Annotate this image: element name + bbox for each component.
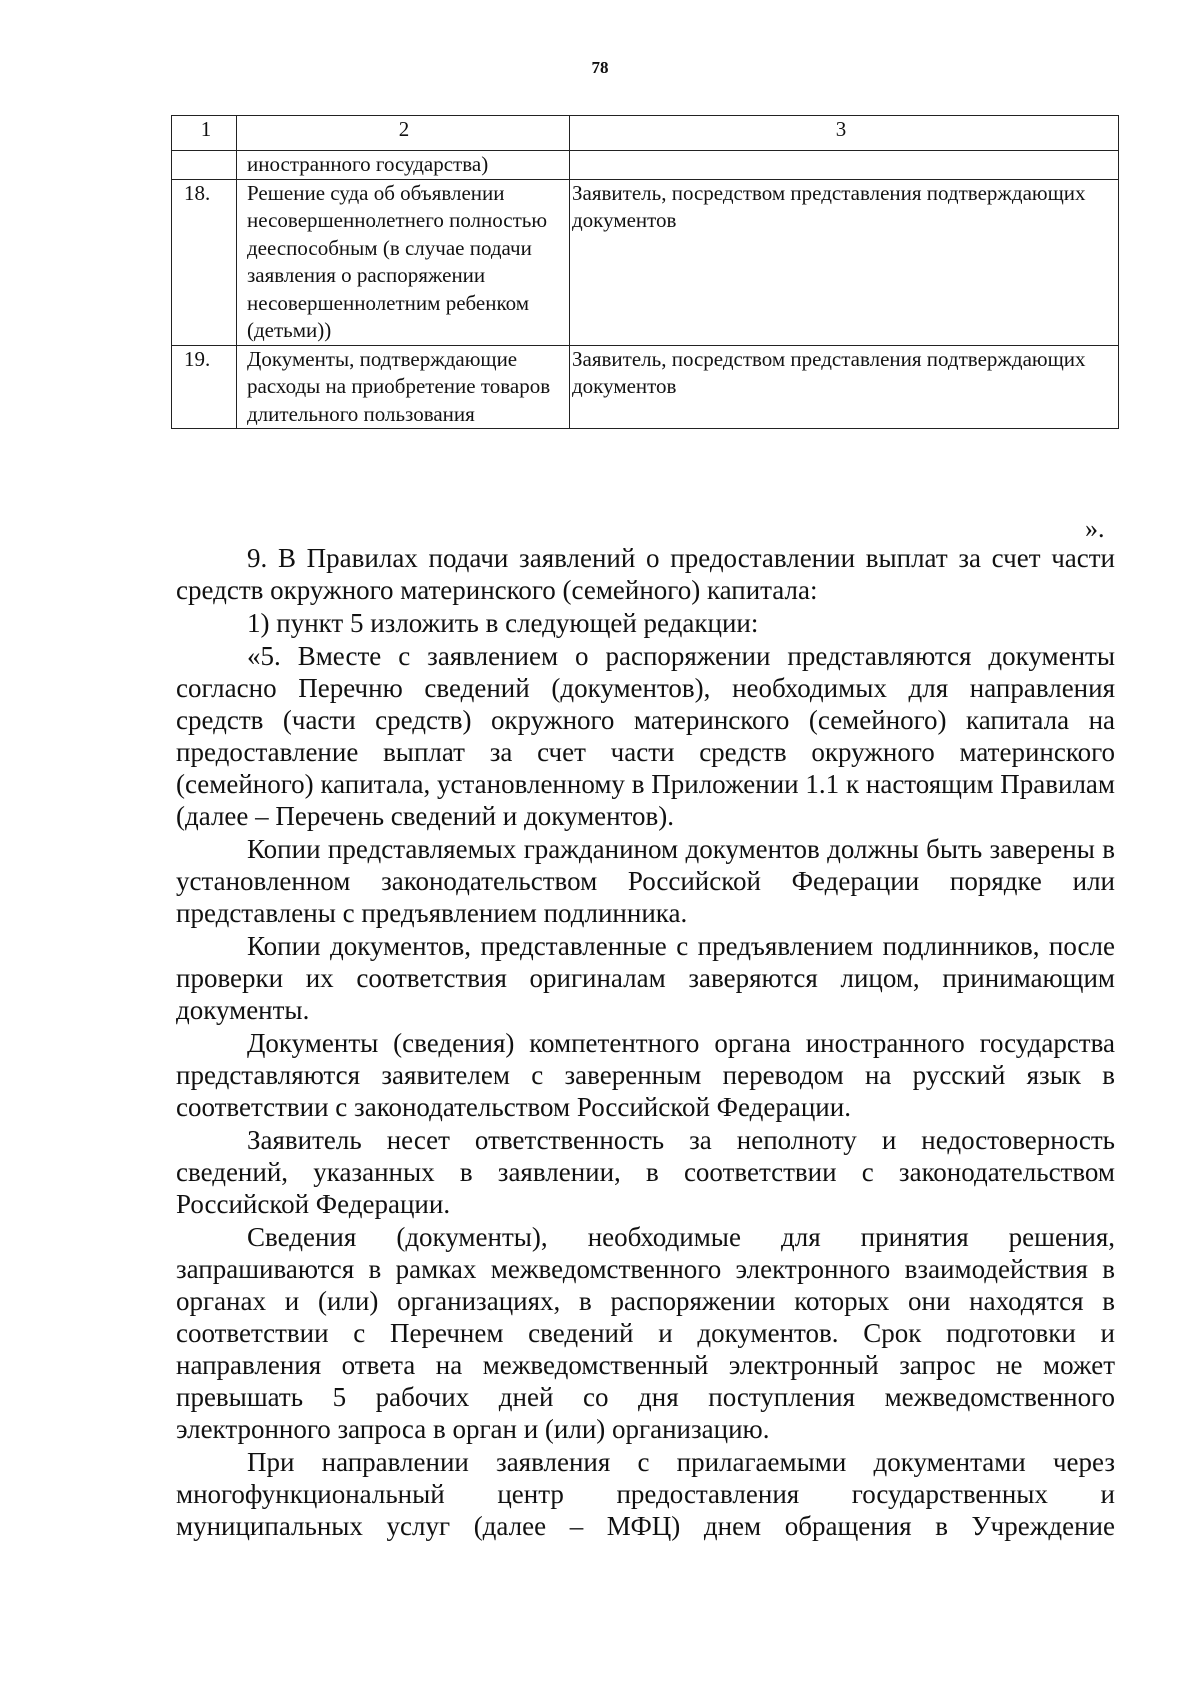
- documents-table: [171, 115, 1119, 429]
- paragraph: Документы (сведения) компетентного органа иностранного государства представляются заявителем с заверенным переводом на русский язык в соответствии с законодательством Российской Федерации.: [176, 1028, 1115, 1122]
- table-header-cell: 1: [172, 116, 237, 151]
- body-text: [176, 542, 1115, 1543]
- table-header-row: [172, 116, 1119, 151]
- closing-quote: ».: [1085, 514, 1105, 543]
- paragraph: Копии представляемых гражданином документов должны быть заверены в установленном законодательством Российской Федерации порядке или представлены с предъявлением подлинника.: [176, 834, 1115, 928]
- table-header-cell: 3: [570, 116, 1119, 151]
- paragraph: 1) пункт 5 изложить в следующей редакции:: [247, 608, 759, 638]
- paragraph: Заявитель несет ответственность за неполноту и недостоверность сведений, указанных в заявлении, в соответствии с законодательством Российской Федерации.: [176, 1125, 1115, 1219]
- paragraph: «5. Вместе с заявлением о распоряжении представляются документы согласно Перечню сведений (документов), необходимых для направления средств (части средств) окружного материнского (семейного) капитала на предоставление выплат за счет части средств окружного материнского (семейного) капитала, установленному в Приложении 1.1 к настоящим Правилам (далее – Перечень сведений и документов).: [176, 641, 1115, 831]
- paragraph: При направлении заявления с прилагаемыми документами через многофункциональный центр предоставления государственных и муниципальных услуг (далее – МФЦ) днем обращения в Учреждение: [176, 1447, 1115, 1541]
- source-cell: [570, 151, 1119, 180]
- table-header-cell: 2: [237, 116, 570, 151]
- row-number-cell: 18.: [172, 179, 237, 345]
- paragraph: Сведения (документы), необходимые для принятия решения, запрашиваются в рамках межведомственного электронного взаимодействия в органах и (или) организациях, в распоряжении которых они находятся в соответствии с Перечнем сведений и документов. Срок подготовки и направления ответа на межведомственный электронный запрос не может превышать 5 рабочих дней со дня поступления межведомственного электронного запроса в орган и (или) организацию.: [176, 1222, 1115, 1444]
- table-row: [172, 151, 1119, 180]
- paragraph: 9. В Правилах подачи заявлений о предоставлении выплат за счет части средств окружного материнского (семейного) капитала:: [176, 543, 1115, 605]
- document-name-cell: Решение суда об объявлении несовершеннолетнего полностью дееспособным (в случае подачи заявления о распоряжении несовершеннолетним ребенком (детьми)): [237, 179, 570, 345]
- source-cell: Заявитель, посредством представления подтверждающих документов: [570, 345, 1119, 429]
- row-number-cell: 19.: [172, 345, 237, 429]
- document-name-cell: Документы, подтверждающие расходы на приобретение товаров длительного пользования: [237, 345, 570, 429]
- page-number: 78: [591, 58, 609, 77]
- table-row: [172, 345, 1119, 429]
- source-cell: Заявитель, посредством представления подтверждающих документов: [570, 179, 1119, 345]
- paragraph: Копии документов, представленные с предъявлением подлинников, после проверки их соответствия оригиналам заверяются лицом, принимающим документы.: [176, 931, 1115, 1025]
- row-number-cell: [172, 151, 237, 180]
- table-row: [172, 179, 1119, 345]
- document-name-cell: иностранного государства): [237, 151, 570, 180]
